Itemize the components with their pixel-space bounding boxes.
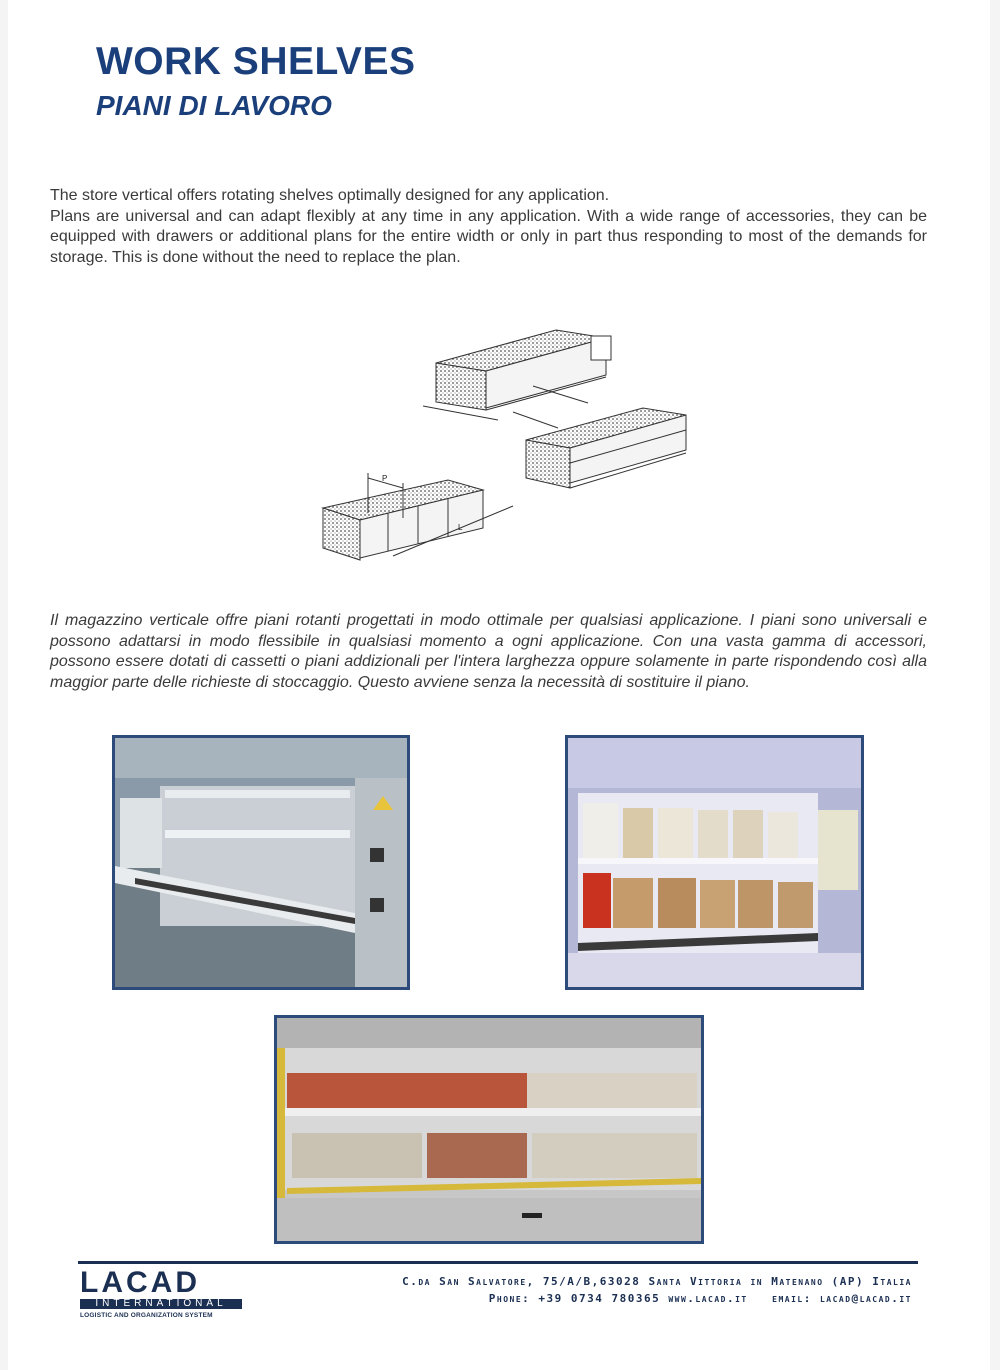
shelf-technical-drawing bbox=[308, 318, 688, 578]
intro-english bbox=[50, 186, 927, 268]
intro-english-line2: Plans are universal and can adapt flexibly at any time in any application. With a wide range of accessories, they can be equipped with drawers or additional plans for the entire width or only in part thus responding to most of the demands for storage. This is done without the need to replace the plan. bbox=[50, 207, 927, 266]
lacad-logo bbox=[80, 1268, 250, 1318]
footer-divider bbox=[78, 1261, 918, 1264]
page-title: WORK SHELVES bbox=[96, 40, 416, 83]
diagram-label-l: L bbox=[458, 523, 463, 532]
page-subtitle: PIANI DI LAVORO bbox=[96, 90, 332, 121]
logo-subline: INTERNATIONAL bbox=[80, 1299, 242, 1309]
photo-empty-shelf bbox=[112, 735, 410, 990]
shelf-drawing-bottom bbox=[323, 473, 513, 560]
footer-address: C.da San Salvatore, 75/A/B,63028 Santa Vittoria in Matenano (AP) Italia bbox=[402, 1275, 912, 1288]
shelf-drawing-middle bbox=[526, 408, 686, 488]
footer-contact: Phone: +39 0734 780365 www.lacad.it email: lacad@lacad.it bbox=[488, 1292, 912, 1305]
logo-wordmark: LACAD bbox=[80, 1266, 200, 1299]
document-page bbox=[8, 0, 990, 1370]
logo-tagline: LOGISTIC AND ORGANIZATION SYSTEM bbox=[80, 1312, 213, 1319]
footer-contact-block bbox=[402, 1273, 912, 1307]
photo-shelf-with-boxes bbox=[565, 735, 864, 990]
intro-italian: Il magazzino verticale offre piani rotanti progettati in modo ottimale per qualsiasi applicazione. I piani sono universali e possono adattarsi in modo flessibile in qualsiasi momento a ogni applicazione. Con una vasta gamma di accessori, possono essere dotati di cassetti o piani addizionali per l'intera larghezza oppure solamente in parte rispondendo così alla maggior parte delle richieste di stoccaggio. Questo avviene senza la necessità di sostituire il piano. bbox=[50, 612, 927, 691]
intro-english-line1: The store vertical offers rotating shelves optimally designed for any application. bbox=[50, 187, 610, 204]
diagram-label-p: P bbox=[382, 474, 388, 483]
photo-shelf-with-baskets bbox=[274, 1015, 704, 1244]
shelf-drawing-top bbox=[423, 330, 611, 428]
